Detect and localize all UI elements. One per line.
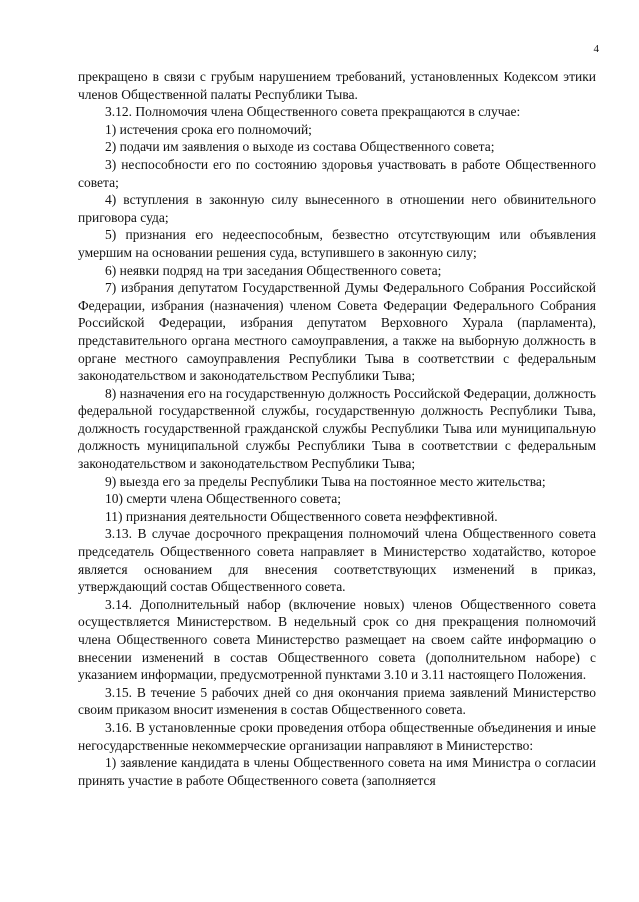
list-item-2: 2) подачи им заявления о выходе из состава Общественного совета; <box>105 139 495 155</box>
page-number: 4 <box>593 43 599 55</box>
paragraph-section-3-16: 3.16. В установленные сроки проведения отбора общественные объединения и иные негосударственные некоммерческие организации направляют в Министерство: <box>78 719 596 753</box>
list-item-8: 8) назначения его на государственную должность Российской Федерации, должность федеральной государственной службы, государственную должность Республики Тыва, должность государственной гражданской службы Республики Тыва или муниципальную должность муниципальной службы Республики Тыва в соответствии с федеральным законодательством и законодательством Республики Тыва; <box>78 385 596 472</box>
list-item-6: 6) неявки подряд на три заседания Общественного совета; <box>105 262 442 278</box>
list-item-9: 9) выезда его за пределы Республики Тыва на постоянное место жительства; <box>105 473 546 489</box>
paragraph-section-3-13: 3.13. В случае досрочного прекращения полномочий члена Общественного совета председатель Общественного совета направляет в Министерство ходатайство, которое является основанием для внесения соответствующих изменений в приказ, утверждающий состав Общественного совета. <box>78 526 596 595</box>
list-item-4: 4) вступления в законную силу вынесенного в отношении него обвинительного приговора суда; <box>78 192 596 225</box>
list-item-7: 7) избрания депутатом Государственной Думы Федерального Собрания Российской Федерации, избрания (назначения) членом Совета Федерации Федерального Собрания Российской Федерации, избрания депутатом Верховного Хурала (парламента), представительного органа местного самоуправления, а также на выборную должность в органе местного самоуправления Республики Тыва в соответствии с федеральным законодательством и законодательством Республики Тыва; <box>78 280 596 384</box>
paragraph-continuation: прекращено в связи с грубым нарушением требований, установленных Кодексом этики членов Общественной палаты Республики Тыва. <box>78 69 596 102</box>
paragraph-section-3-12: 3.12. Полномочия члена Общественного совета прекращаются в случае: <box>105 104 521 120</box>
list-item-3: 3) неспособности его по состоянию здоровья участвовать в работе Общественного совета; <box>78 156 596 190</box>
list-item-11: 11) признания деятельности Общественного совета неэффективной. <box>105 508 498 524</box>
paragraph-section-3-15: 3.15. В течение 5 рабочих дней со дня окончания приема заявлений Министерство своим приказом вносит изменения в состав Общественного совета. <box>78 684 596 718</box>
document-body <box>78 68 596 789</box>
list-item-1: 1) истечения срока его полномочий; <box>105 121 312 137</box>
list-item-5: 5) признания его недееспособным, безвестно отсутствующим или объявления умершим на основании решения суда, вступившего в законную силу; <box>78 227 596 260</box>
list-item-10: 10) смерти члена Общественного совета; <box>105 491 341 507</box>
list-item-3-16-1: 1) заявление кандидата в члены Общественного совета на имя Министра о согласии принять участие в работе Общественного совета (заполняется <box>78 755 596 788</box>
paragraph-section-3-14: 3.14. Дополнительный набор (включение новых) членов Общественного совета осуществляется Министерством. В недельный срок со дня прекращения полномочий члена Общественного совета Министерство размещает на своем сайте информацию о внесении изменений в состав Общественного совета (дополнительном наборе) с указанием информации, предусмотренной пунктами 3.10 и 3.11 настоящего Положения. <box>78 596 596 683</box>
